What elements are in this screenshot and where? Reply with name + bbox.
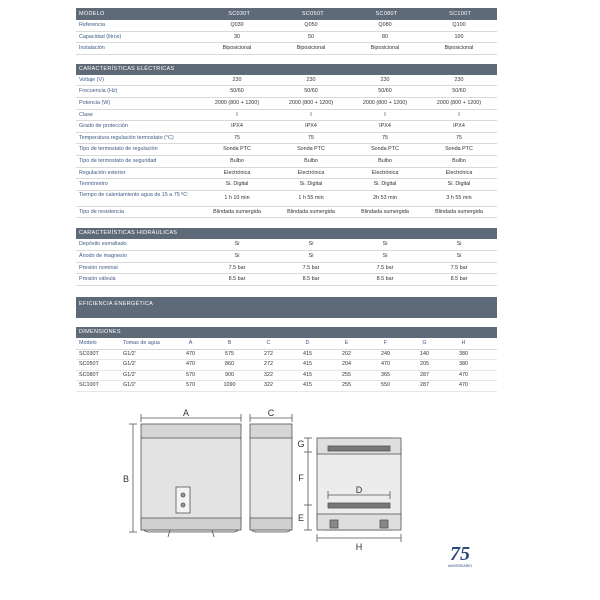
dimensions-column-header: F — [383, 339, 388, 346]
spec-label: Tipo de termostato de seguridad — [79, 157, 157, 164]
dimensions-column-header: Tomas de agua — [123, 339, 160, 346]
dimensions-cell: 415 — [303, 371, 312, 378]
spec-label: Tipo de termostato de regulación — [79, 146, 158, 153]
dimensions-cell: 575 — [225, 350, 234, 357]
spec-value: 7.5 bar — [302, 264, 320, 271]
spec-value: 2000 (800 + 1200) — [362, 99, 408, 106]
dimensions-column-header: H — [461, 339, 466, 346]
dimensions-cell: 140 — [420, 350, 429, 357]
dimensions-cell: G1/2' — [123, 350, 136, 357]
dimensions-cell: 415 — [303, 350, 312, 357]
model-name: SC080T — [375, 11, 398, 17]
dimensions-cell: 570 — [186, 382, 195, 389]
spec-value: 1 h 10 min — [224, 194, 250, 201]
dimensions-cell: 249 — [381, 350, 390, 357]
hydraulic-section-title: CARACTERÍSTICAS HIDRÁULICAS — [76, 228, 497, 239]
dimensions-cell: 322 — [264, 371, 273, 378]
anniversary-badge — [448, 543, 472, 568]
spec-value: 75 — [308, 134, 314, 141]
spec-value: 2000 (800 + 1200) — [436, 99, 482, 106]
dimensions-cell: 255 — [342, 371, 351, 378]
dimensions-cell: SC030T — [79, 350, 99, 357]
model-name: SC050T — [301, 11, 324, 17]
spec-value: 8.5 bar — [228, 276, 246, 283]
dimensions-cell: 287 — [420, 371, 429, 378]
spec-value: Bulbo — [378, 157, 392, 164]
model-header-label: MODELO — [79, 11, 105, 17]
spec-value: Biposicional — [296, 45, 326, 52]
dim-label-g: G — [297, 439, 305, 449]
tank-side-view — [250, 432, 292, 532]
spec-value: 2000 (800 + 1200) — [288, 99, 334, 106]
dimensions-cell: G1/2' — [123, 361, 136, 368]
dimensions-cell: 380 — [459, 350, 468, 357]
dimensions-cell: 1090 — [223, 382, 236, 389]
dimensions-cell: SC100T — [79, 382, 99, 389]
spec-label: Referencia — [79, 22, 106, 28]
spec-value: 8.5 bar — [450, 276, 468, 283]
spec-value: Bulbo — [452, 157, 466, 164]
spec-value: Sonda PTC — [223, 146, 251, 153]
spec-label: Temperatura regulación termostato (°C) — [79, 134, 174, 141]
badge-text: ANIVERSARIO — [448, 564, 472, 568]
spec-value: Q080 — [378, 22, 392, 28]
spec-label: Instalación — [79, 45, 105, 52]
model-name: SC030T — [228, 11, 251, 17]
dimensions-column-header: B — [227, 339, 232, 346]
spec-value: I — [384, 111, 386, 118]
dimensions-cell: 205 — [420, 361, 429, 368]
spec-value: 7.5 bar — [376, 264, 394, 271]
spec-value: Bulbo — [304, 157, 318, 164]
spec-value: 75 — [234, 134, 240, 141]
spec-value: Electrónica — [297, 169, 325, 176]
dimensions-cell: 470 — [186, 350, 195, 357]
spec-value: IPX4 — [453, 123, 465, 130]
dim-label-e: E — [297, 513, 305, 523]
model-name: SC100T — [449, 11, 472, 17]
spec-value: 2h 53 min — [373, 194, 397, 201]
spec-value: 7.5 bar — [450, 264, 468, 271]
dim-label-d: D — [355, 485, 363, 495]
spec-value: 50/60 — [304, 88, 318, 95]
dimensions-column-header: C — [266, 339, 271, 346]
spec-value: Biposicional — [444, 45, 474, 52]
spec-value: Q050 — [304, 22, 318, 28]
dim-label-c: C — [267, 408, 275, 418]
spec-value: Q030 — [230, 22, 244, 28]
spec-value: I — [236, 111, 238, 118]
dimensions-cell: 287 — [420, 382, 429, 389]
spec-value: Bulbo — [230, 157, 244, 164]
dimensions-cell: 570 — [186, 371, 195, 378]
tank-top-cap — [141, 424, 241, 438]
spec-value: Sonda PTC — [371, 146, 399, 153]
dimensions-cell: 900 — [225, 371, 234, 378]
dimensions-cell: 415 — [303, 382, 312, 389]
dimensions-cell: SC080T — [79, 371, 99, 378]
dimensions-column-header: G — [422, 339, 427, 346]
dimensions-cell: 860 — [225, 361, 234, 368]
dim-label-f: F — [298, 473, 304, 483]
spec-value: Q100 — [452, 22, 466, 28]
spec-value: Si. Digital — [373, 181, 397, 188]
dim-label-h: H — [355, 542, 363, 552]
spec-value: 8.5 bar — [376, 276, 394, 283]
spec-value: 8.5 bar — [302, 276, 320, 283]
spec-value: Biposicional — [222, 45, 252, 52]
dimensions-cell: 415 — [303, 361, 312, 368]
spec-value: Electrónica — [371, 169, 399, 176]
spec-value: 75 — [382, 134, 388, 141]
dimensions-column-header: E — [344, 339, 349, 346]
spec-label: Presión válvula — [79, 276, 116, 283]
dimensions-cell: 365 — [381, 371, 390, 378]
dimensions-cell: 470 — [381, 361, 390, 368]
control-panel — [176, 487, 190, 513]
spec-value: Si — [234, 241, 240, 248]
spec-value: Si — [308, 241, 314, 248]
spec-value: 50/60 — [452, 88, 466, 95]
spec-value: Si — [382, 252, 388, 259]
spec-label: Grado de protección — [79, 123, 128, 130]
spec-value: 230 — [380, 76, 390, 83]
dimensions-cell: G1/2' — [123, 382, 136, 389]
spec-value: IPX4 — [379, 123, 391, 130]
spec-value: 1 h 55 min — [298, 194, 324, 201]
spec-value: Blindada sumergida — [435, 208, 483, 215]
spec-value: 50/60 — [378, 88, 392, 95]
dimensions-column-header: D — [305, 339, 310, 346]
spec-label: Tiempo de calentamiento agua de 15 a 75 ºC: — [79, 191, 189, 198]
spec-value: Si — [234, 252, 240, 259]
dimensions-cell: 470 — [459, 371, 468, 378]
spec-value: Sonda PTC — [445, 146, 473, 153]
dim-label-b: B — [122, 474, 130, 484]
spec-value: 7.5 bar — [228, 264, 246, 271]
dimensions-cell: 272 — [264, 361, 273, 368]
dimensions-cell: 202 — [342, 350, 351, 357]
dimensions-column-header: Modelo — [79, 339, 97, 346]
dimensions-cell: 380 — [459, 361, 468, 368]
spec-label: Tipo de resistencia — [79, 208, 125, 215]
spec-value: Blindada sumergida — [213, 208, 261, 215]
spec-value: 230 — [232, 76, 242, 83]
spec-value: 2000 (800 + 1200) — [214, 99, 260, 106]
spec-value: IPX4 — [305, 123, 317, 130]
spec-value: Blindada sumergida — [361, 208, 409, 215]
spec-value: Electrónica — [445, 169, 473, 176]
spec-label: Termómetro — [79, 181, 108, 188]
spec-value: 30 — [234, 33, 240, 40]
spec-value: Si — [382, 241, 388, 248]
tank-bottom-cap — [141, 518, 241, 530]
dimensions-column-header: A — [188, 339, 193, 346]
spec-label: Ánodo de magnesio — [79, 252, 127, 259]
dim-label-a: A — [182, 408, 190, 418]
spec-label: Clase — [79, 111, 93, 118]
spec-value: Si. Digital — [225, 181, 249, 188]
spec-value: 50 — [308, 33, 314, 40]
spec-value: 3 h 55 min — [446, 194, 472, 201]
spec-value: 230 — [454, 76, 464, 83]
spec-value: Si — [456, 241, 462, 248]
spec-value: Sonda PTC — [297, 146, 325, 153]
dimensions-cell: 550 — [381, 382, 390, 389]
spec-value: 230 — [306, 76, 316, 83]
spec-value: 50/60 — [230, 88, 244, 95]
spec-value: Electrónica — [223, 169, 251, 176]
spec-label: Regulación exterior — [79, 169, 126, 176]
dimensions-cell: 470 — [186, 361, 195, 368]
spec-value: 80 — [382, 33, 388, 40]
spec-label: Potencia (W) — [79, 99, 111, 106]
dimensions-cell: 322 — [264, 382, 273, 389]
dimensions-cell: 204 — [342, 361, 351, 368]
dimensions-cell: G1/2' — [123, 371, 136, 378]
dimensions-cell: 272 — [264, 350, 273, 357]
spec-value: 100 — [454, 33, 464, 40]
spec-value: IPX4 — [231, 123, 243, 130]
dimensions-cell: 255 — [342, 382, 351, 389]
efficiency-section-title: EFICIENCIA ENERGÉTICA — [76, 297, 497, 318]
spec-label: Frecuencia (Hz) — [79, 88, 118, 95]
spec-value: Si. Digital — [447, 181, 471, 188]
badge-number: 75 — [450, 543, 470, 565]
dimensions-cell: 470 — [459, 382, 468, 389]
spec-label: Depósito esmaltado — [79, 241, 127, 248]
spec-value: Si — [456, 252, 462, 259]
spec-value: I — [458, 111, 460, 118]
spec-label: Presión nominal — [79, 264, 118, 271]
spec-label: Voltaje (V) — [79, 76, 104, 83]
spec-value: 75 — [456, 134, 462, 141]
spec-label: Capacidad (litros) — [79, 33, 122, 40]
electrical-section-title: CARACTERÍSTICAS ELÉCTRICAS — [76, 64, 497, 75]
dimensions-cell: SC050T — [79, 361, 99, 368]
dimensions-section-title: DIMENSIONES — [76, 327, 497, 338]
spec-value: Blindada sumergida — [287, 208, 335, 215]
spec-value: I — [310, 111, 312, 118]
spec-value: Biposicional — [370, 45, 400, 52]
tank-front-view — [141, 432, 241, 532]
spec-value: Si. Digital — [299, 181, 323, 188]
spec-value: Si — [308, 252, 314, 259]
